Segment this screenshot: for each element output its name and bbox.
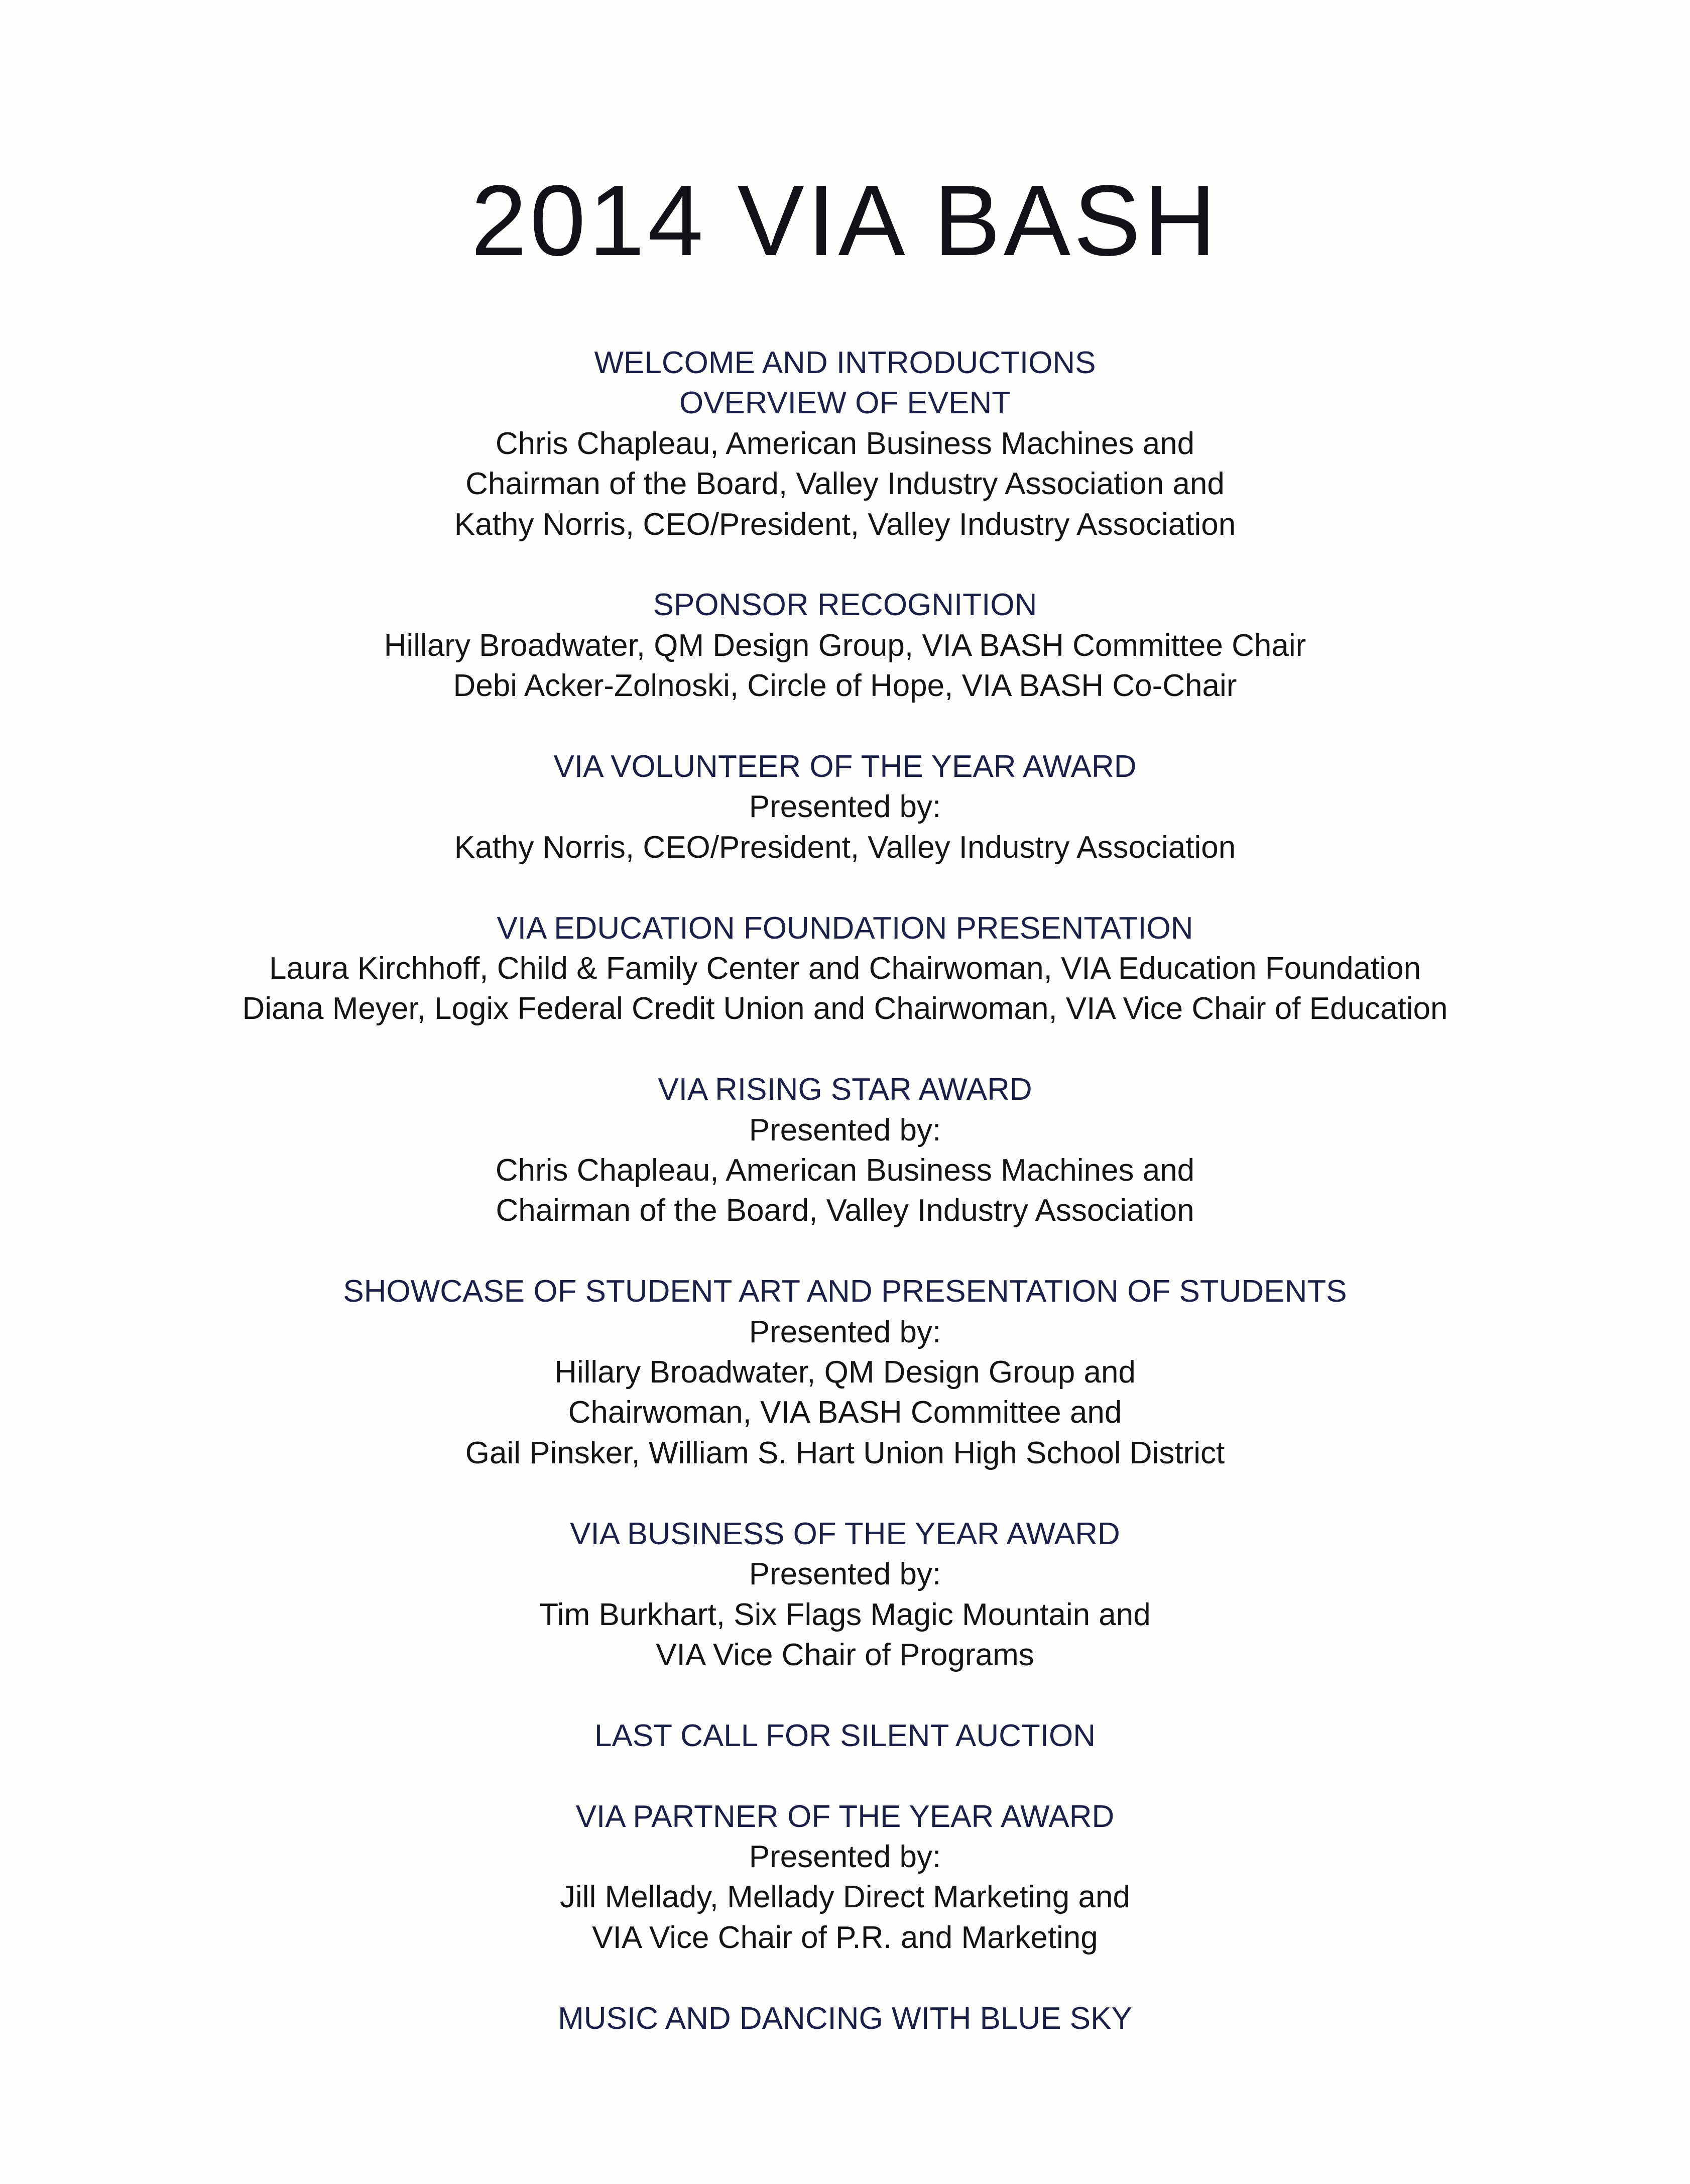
- section-heading: VIA EDUCATION FOUNDATION PRESENTATION: [497, 910, 1193, 946]
- program-section: [0, 1797, 1690, 1959]
- program-section: [0, 747, 1690, 868]
- section-line: Jill Mellady, Mellady Direct Marketing and: [560, 1880, 1130, 1915]
- section-heading: SHOWCASE OF STUDENT ART AND PRESENTATION OF STUDENTS: [343, 1274, 1347, 1309]
- program-section: [0, 585, 1690, 706]
- program-section: [0, 1070, 1690, 1231]
- section-heading: MUSIC AND DANCING WITH BLUE SKY: [558, 2001, 1132, 2036]
- section-line: VIA Vice Chair of P.R. and Marketing: [592, 1920, 1098, 1955]
- section-heading: OVERVIEW OF EVENT: [679, 386, 1011, 421]
- section-line: VIA Vice Chair of Programs: [656, 1637, 1034, 1672]
- section-line: Chris Chapleau, American Business Machines and: [495, 1153, 1195, 1188]
- section-line: Presented by:: [749, 1112, 941, 1147]
- program-section: [0, 1272, 1690, 1473]
- program-section: [0, 1514, 1690, 1676]
- section-line: Presented by:: [749, 789, 941, 825]
- section-line: Tim Burkhart, Six Flags Magic Mountain and: [539, 1597, 1151, 1632]
- section-line: Hillary Broadwater, QM Design Group and: [554, 1355, 1136, 1390]
- section-heading: VIA BUSINESS OF THE YEAR AWARD: [570, 1516, 1120, 1551]
- section-line: Gail Pinsker, William S. Hart Union High School District: [465, 1435, 1225, 1470]
- section-line: Chris Chapleau, American Business Machines and: [495, 426, 1195, 461]
- section-line: Kathy Norris, CEO/President, Valley Industry Association: [454, 830, 1236, 865]
- section-line: Chairman of the Board, Valley Industry Association: [496, 1193, 1194, 1228]
- section-heading: WELCOME AND INTRODUCTIONS: [594, 346, 1096, 380]
- section-line: Presented by:: [749, 1839, 941, 1874]
- section-heading: VIA VOLUNTEER OF THE YEAR AWARD: [553, 749, 1137, 784]
- section-line: Diana Meyer, Logix Federal Credit Union and Chairwoman, VIA Vice Chair of Education: [242, 991, 1448, 1026]
- program-section: [0, 1716, 1690, 1756]
- section-line: Hillary Broadwater, QM Design Group, VIA BASH Committee Chair: [384, 628, 1306, 663]
- section-line: Laura Kirchhoff, Child & Family Center and Chairwoman, VIA Education Foundation: [269, 951, 1421, 986]
- program-section: [0, 1999, 1690, 2039]
- program-list: [0, 343, 1690, 2079]
- page-title: 2014 VIA BASH: [470, 165, 1219, 277]
- program-section: [0, 908, 1690, 1029]
- section-line: Presented by:: [749, 1314, 941, 1349]
- section-heading: SPONSOR RECOGNITION: [653, 588, 1037, 623]
- section-line: Chairwoman, VIA BASH Committee and: [568, 1395, 1122, 1430]
- section-heading: VIA RISING STAR AWARD: [658, 1072, 1032, 1107]
- section-line: Kathy Norris, CEO/President, Valley Industry Association: [454, 507, 1236, 542]
- section-heading: VIA PARTNER OF THE YEAR AWARD: [575, 1799, 1115, 1834]
- section-line: Chairman of the Board, Valley Industry Association and: [465, 467, 1225, 502]
- section-heading: LAST CALL FOR SILENT AUCTION: [594, 1718, 1096, 1753]
- program-section: [0, 343, 1690, 545]
- section-line: Debi Acker-Zolnoski, Circle of Hope, VIA BASH Co-Chair: [453, 668, 1237, 704]
- section-line: Presented by:: [749, 1557, 941, 1592]
